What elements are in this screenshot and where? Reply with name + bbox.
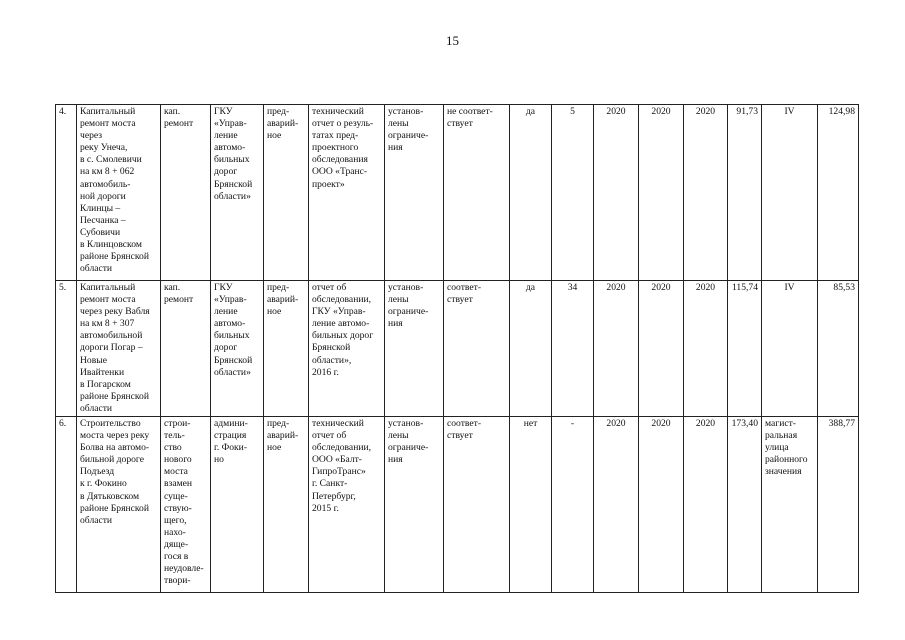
year-3: 2020 <box>684 281 728 417</box>
limits: установ- лены ограниче- ния <box>385 281 444 417</box>
table-row <box>56 281 859 417</box>
year-1: 2020 <box>594 417 639 593</box>
year-2: 2020 <box>639 105 684 281</box>
row-number: 4. <box>56 105 77 281</box>
object-name: Капитальный ремонт моста через реку Унеча, в с. Смолевичи на км 8 + 062 автомобиль- ной дороги Клинцы – Песчанка – Субовичи в Клинцовском районе Брянской области <box>77 105 161 281</box>
cost: 85,53 <box>818 281 859 417</box>
count: 34 <box>552 281 594 417</box>
basis-document: технический отчет об обследовании, ООО «Балт- ГипроТранс» г. Санкт- Петербург, 2015 г. <box>309 417 385 593</box>
customer: админи- страция г. Фоки- но <box>211 417 264 593</box>
length: 173,40 <box>728 417 762 593</box>
work-type: кап. ремонт <box>161 281 211 417</box>
row-number: 5. <box>56 281 77 417</box>
limits: установ- лены ограниче- ния <box>385 417 444 593</box>
count: - <box>552 417 594 593</box>
work-type: строи- тель- ство нового моста взамен суще- ствую- щего, нахо- дяще- гося в неудовле- твори- <box>161 417 211 593</box>
row-number: 6. <box>56 417 77 593</box>
year-3: 2020 <box>684 105 728 281</box>
compliance: соответ- ствует <box>444 281 510 417</box>
flag: нет <box>510 417 552 593</box>
category: IV <box>762 105 818 281</box>
category: IV <box>762 281 818 417</box>
compliance: не соответ- ствует <box>444 105 510 281</box>
year-1: 2020 <box>594 105 639 281</box>
year-3: 2020 <box>684 417 728 593</box>
object-name: Капитальный ремонт моста через реку Вабля на км 8 + 307 автомобильной дороги Погар – Новые Ивайтенки в Погарском районе Брянской области <box>77 281 161 417</box>
page-number: 15 <box>446 33 459 48</box>
count: 5 <box>552 105 594 281</box>
year-2: 2020 <box>639 417 684 593</box>
flag: да <box>510 105 552 281</box>
condition: пред- аварий- ное <box>264 417 309 593</box>
table-row <box>56 105 859 281</box>
basis-document: отчет об обследовании, ГКУ «Управ- ление автомо- бильных дорог Брянской области», 2016 г. <box>309 281 385 417</box>
length: 115,74 <box>728 281 762 417</box>
condition: пред- аварий- ное <box>264 105 309 281</box>
limits: установ- лены ограниче- ния <box>385 105 444 281</box>
year-1: 2020 <box>594 281 639 417</box>
condition: пред- аварий- ное <box>264 281 309 417</box>
basis-document: технический отчет о резуль- татах пред- проектного обследования ООО «Транс- проект» <box>309 105 385 281</box>
cost: 388,77 <box>818 417 859 593</box>
customer: ГКУ «Управ- ление автомо- бильных дорог Брянской области» <box>211 105 264 281</box>
customer: ГКУ «Управ- ление автомо- бильных дорог Брянской области» <box>211 281 264 417</box>
length: 91,73 <box>728 105 762 281</box>
category: магист- ральная улица районного значения <box>762 417 818 593</box>
flag: да <box>510 281 552 417</box>
bridge-projects-table <box>55 104 859 593</box>
year-2: 2020 <box>639 281 684 417</box>
work-type: кап. ремонт <box>161 105 211 281</box>
cost: 124,98 <box>818 105 859 281</box>
compliance: соответ- ствует <box>444 417 510 593</box>
object-name: Строительство моста через реку Болва на автомо- бильной дороге Подъезд к г. Фокино в Дятьковском районе Брянской области <box>77 417 161 593</box>
table-row <box>56 417 859 593</box>
